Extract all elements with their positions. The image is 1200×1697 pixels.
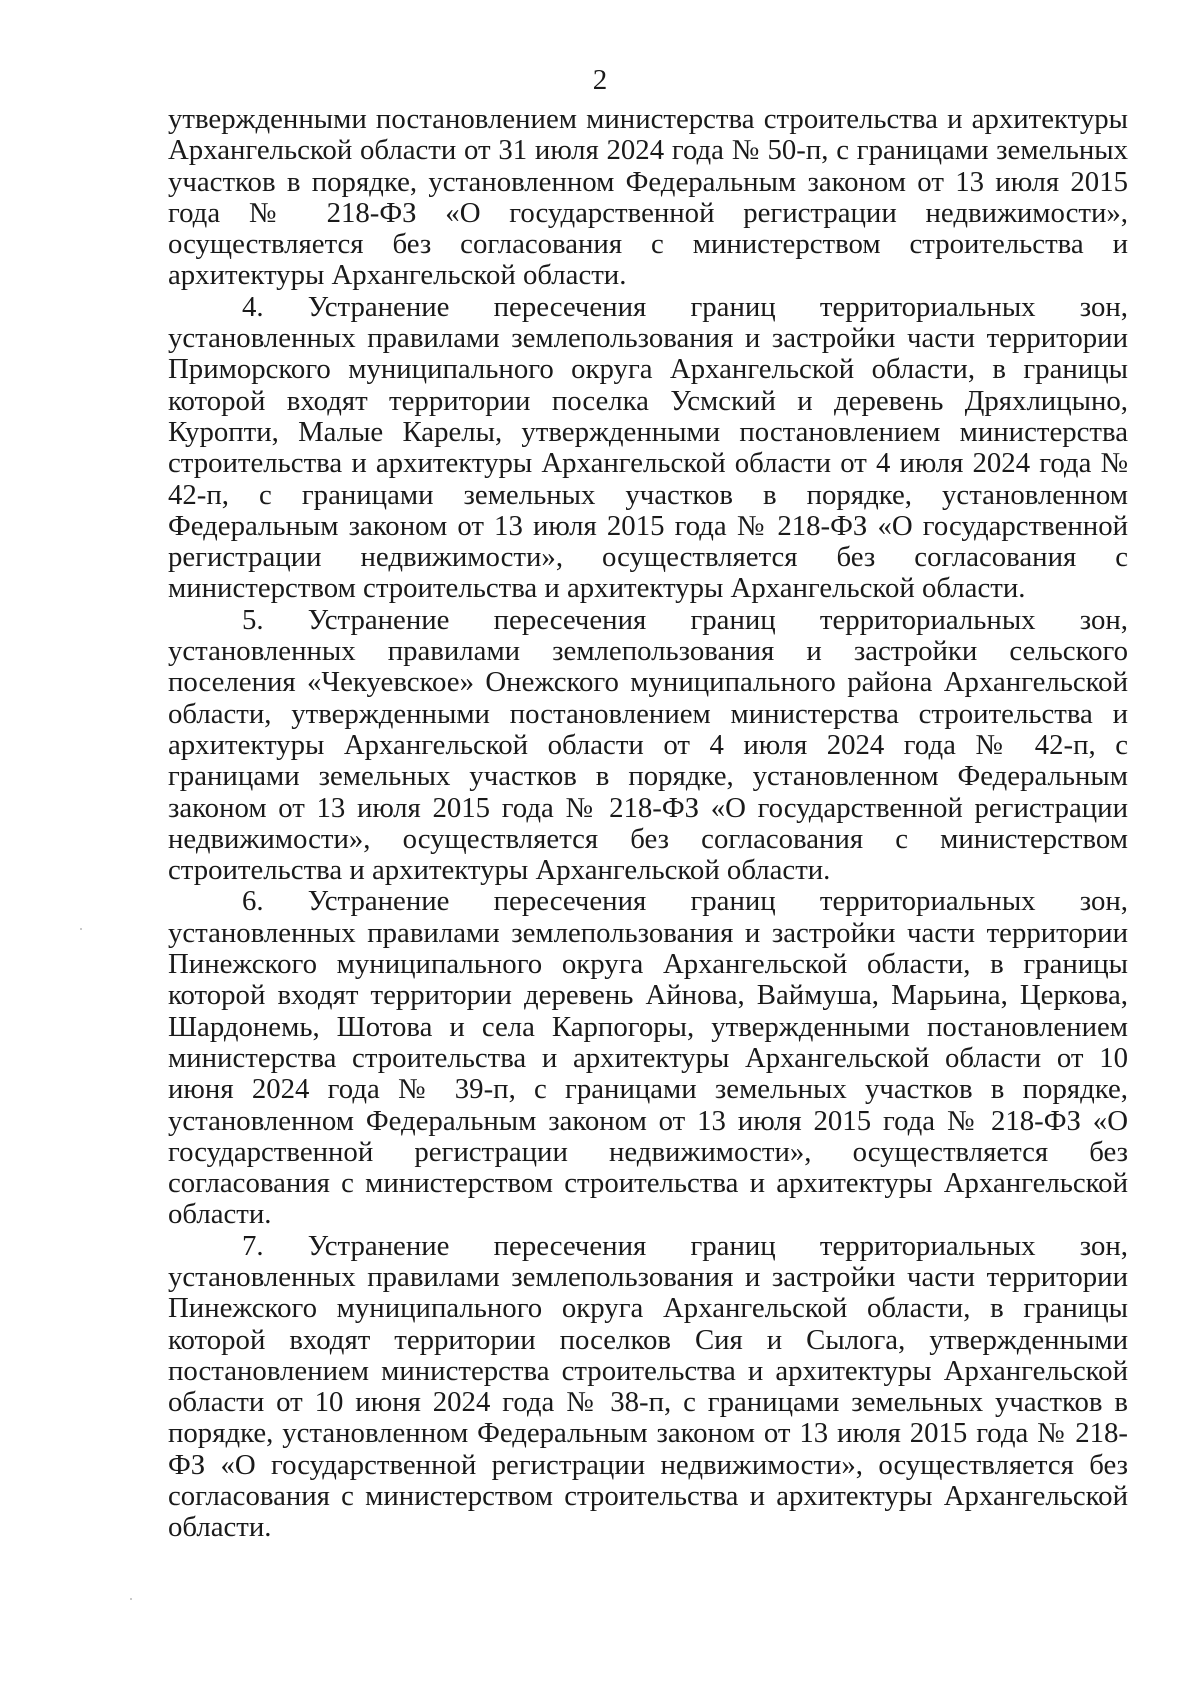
document-body [168, 104, 1128, 1544]
scan-speck [130, 1598, 132, 1600]
page-number: 2 [592, 64, 608, 96]
paragraph-item-7: 7. Устранение пересечения границ территориальных зон, установленных правилами землепользования и застройки части территории Пинежского муниципального округа Архангельской области, в границы которой входят территории поселков Сия и Сылога, утвержденными постановлением министерства строительства и архитектуры Архангельской области от 10 июня 2024 года № 38-п, с границами земельных участков в порядке, установленном Федеральным законом от 13 июля 2015 года № 218-ФЗ «О государственной регистрации недвижимости», осуществляется без согласования с министерством строительства и архитектуры Архангельской области. [168, 1229, 1128, 1544]
paragraph-item-6: 6. Устранение пересечения границ территориальных зон, установленных правилами землепользования и застройки части территории Пинежского муниципального округа Архангельской области, в границы которой входят территории деревень Айнова, Ваймуша, Марьина, Церкова, Шардонемь, Шотова и села Карпогоры, утвержденными постановлением министерства строительства и архитектуры Архангельской области от 10 июня 2024 года № 39-п, с границами земельных участков в порядке, установленном Федеральным законом от 13 июля 2015 года № 218-ФЗ «О государственной регистрации недвижимости», осуществляется без согласования с министерством строительства и архитектуры Архангельской области. [168, 885, 1128, 1231]
paragraph-item-5: 5. Устранение пересечения границ территориальных зон, установленных правилами землепользования и застройки сельского поселения «Чекуевское» Онежского муниципального района Архангельской области, утвержденными постановлением министерства строительства и архитектуры Архангельской области от 4 июля 2024 года № 42-п, с границами земельных участков в порядке, установленном Федеральным законом от 13 июля 2015 года № 218-ФЗ «О государственной регистрации недвижимости», осуществляется без согласования с министерством строительства и архитектуры Архангельской области. [168, 603, 1128, 887]
scan-speck [80, 928, 82, 930]
paragraph-continuation: утвержденными постановлением министерства строительства и архитектуры Архангельской области от 31 июля 2024 года № 50-п, с границами земельных участков в порядке, установленном Федеральным законом от 13 июля 2015 года № 218-ФЗ «О государственной регистрации недвижимости», осуществляется без согласования с министерством строительства и архитектуры Архангельской области. [168, 103, 1128, 292]
paragraph-item-4: 4. Устранение пересечения границ территориальных зон, установленных правилами землепользования и застройки части территории Приморского муниципального округа Архангельской области, в границы которой входят территории поселка Усмский и деревень Дряхлицыно, Куропти, Малые Карелы, утвержденными постановлением министерства строительства и архитектуры Архангельской области от 4 июля 2024 года № 42-п, с границами земельных участков в порядке, установленном Федеральным законом от 13 июля 2015 года № 218-ФЗ «О государственной регистрации недвижимости», осуществляется без согласования с министерством строительства и архитектуры Архангельской области. [168, 290, 1128, 605]
